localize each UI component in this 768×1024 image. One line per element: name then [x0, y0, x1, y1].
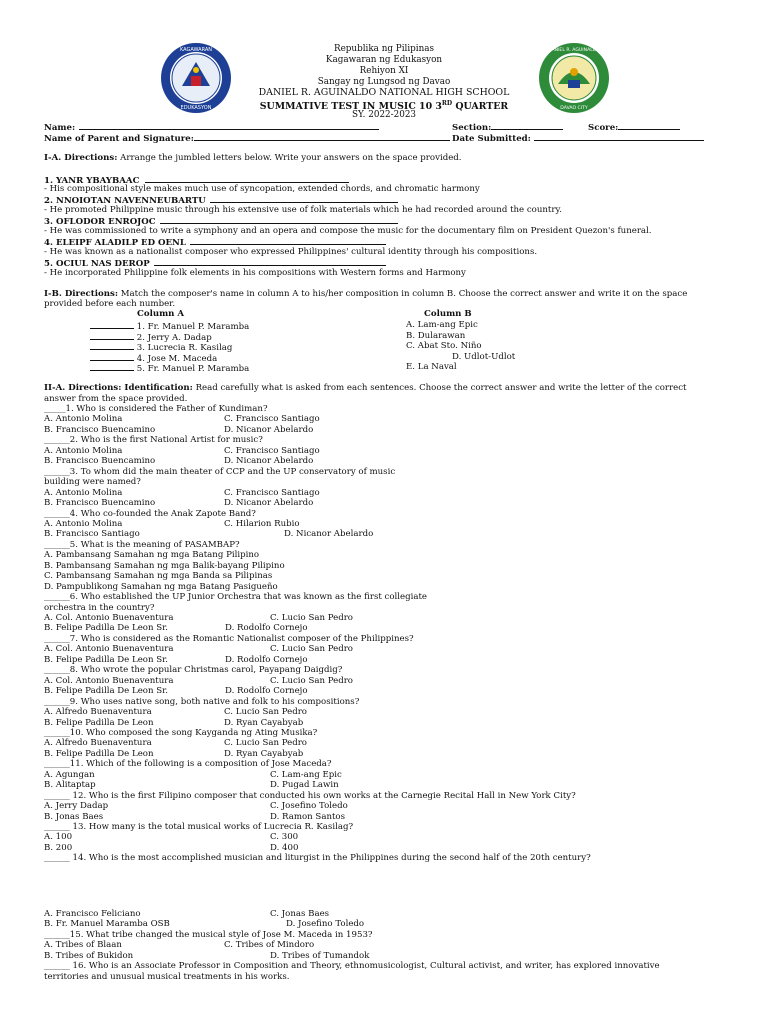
match-composer-1: 1. Fr. Manuel P. Maramba: [136, 322, 250, 332]
column-b-header: Column B: [424, 309, 472, 319]
jumble-desc-5: - He incorporated Philippine folk elements in his compositions with Western forms and Harmony: [44, 268, 466, 278]
part-ib-directions: [44, 289, 687, 299]
question-text: ______ 12. Who is the first Filipino composer that conducted his own works at the Carnegie Recital Hall in New York City?: [44, 790, 576, 801]
school-name: DANIEL R. AGUINALDO NATIONAL HIGH SCHOOL: [258, 87, 510, 98]
svg-text:KAGAWARAN: KAGAWARAN: [179, 47, 213, 53]
question-line: A. Agungan: [44, 769, 95, 780]
jumble-question-4: 4. ELEIPF ALADILP ED OENL: [44, 238, 186, 248]
match-composer-2: 2. Jerry A. Dadap: [136, 333, 212, 343]
question-line: C. Pambansang Samahan ng mga Banda sa Pilipinas: [44, 571, 273, 582]
question-line: B. Francisco Buencamino: [44, 498, 156, 509]
question-line: B. Felipe Padilla De Leon Sr.: [44, 686, 169, 697]
part-ia-label: I-A. Directions:: [44, 153, 118, 163]
choice-option: D. Nicanor Abelardo: [224, 456, 314, 467]
question-text: ______11. Which of the following is a composition of Jose Maceda?: [44, 759, 332, 770]
question-line: A. Alfredo Buenaventura: [44, 738, 152, 749]
part-iia-directions: [44, 383, 687, 393]
name-blank[interactable]: [79, 121, 379, 130]
match-choice-a: A. Lam-ang Epic: [406, 320, 478, 330]
question-line: A. Col. Antonio Buenaventura: [44, 675, 174, 686]
match-choice-b: B. Dularawan: [406, 331, 466, 341]
choice-option: D. Ryan Cayabyab: [224, 748, 304, 759]
question-line: building were named?: [44, 477, 141, 488]
choice-option: D. Ryan Cayabyab: [224, 717, 304, 728]
jumble-question-5: 5. OCIUL NAS DEROP: [44, 259, 150, 269]
match-blank-1[interactable]: [90, 320, 134, 329]
question-line: orchestra in the country?: [44, 602, 155, 613]
part-ia-directions: [44, 153, 462, 163]
match-composer-4: 4. Jose M. Maceda: [136, 354, 218, 364]
question-text: ______6. Who established the UP Junior Orchestra that was known as the first collegiate: [44, 592, 428, 603]
question-text: ______15. What tribe changed the musical style of Jose M. Maceda in 1953?: [44, 929, 373, 940]
match-blank-2[interactable]: [90, 331, 134, 340]
question-text: ______9. Who uses native song, both native and folk to his compositions?: [44, 696, 360, 707]
jumble-answer-3[interactable]: [160, 215, 398, 224]
question-text: ______8. Who wrote the popular Christmas carol, Payapang Daigdig?: [44, 665, 343, 676]
match-item-5: [90, 362, 249, 374]
question-text: ______ 14. Who is the most accomplished musician and liturgist in the Philippines during the second half of the 20th century?: [44, 853, 591, 864]
test-title-main: SUMMATIVE TEST IN MUSIC 10 3: [259, 101, 442, 113]
question-text: ______7. Who is considered as the Romantic Nationalist composer of the Philippines?: [44, 633, 414, 644]
choice-option: C. Lucio San Pedro: [270, 613, 353, 623]
jumble-question-1: 1. YANR YBAYBAAC: [44, 176, 140, 186]
question-line: B. Fr. Manuel Maramba OSB: [44, 919, 170, 930]
question-line: B. Tribes of Bukidon: [44, 950, 134, 961]
choice-option: D. Rodolfo Cornejo: [225, 654, 308, 665]
question-line: B. Felipe Padilla De Leon Sr.: [44, 623, 169, 634]
jumble-answer-1[interactable]: [145, 174, 349, 183]
school-year: SY. 2022-2023: [351, 110, 417, 120]
question-text: ______4. Who co-founded the Anak Zapote Band?: [44, 508, 256, 519]
jumble-desc-3: - He was commissioned to write a symphony and an opera and compose the music for the documentary film on President Quezon's funeral.: [44, 226, 652, 236]
question-line: B. Francisco Buencamino: [44, 456, 156, 467]
part-ib-text: Match the composer's name in column A to his/her composition in column B. Choose the correct answer and write it on the space: [118, 289, 688, 299]
question-line: A. Antonio Molina: [44, 487, 123, 498]
jumble-desc-1: - His compositional style makes much use of syncopation, extended chords, and chromatic harmony: [44, 184, 480, 194]
parent-field[interactable]: [44, 132, 450, 144]
question-line: B. Alitaptap: [44, 780, 96, 791]
question-text: ______10. Who composed the song Kayganda ng Ating Musika?: [44, 727, 318, 738]
choice-option: D. Rodolfo Cornejo: [225, 686, 308, 697]
part-ia-text: Arrange the jumbled letters below. Write your answers on the space provided.: [117, 153, 462, 163]
question-line: A. Alfredo Buenaventura: [44, 707, 152, 718]
choice-option: D. Nicanor Abelardo: [224, 424, 314, 435]
header-division: Sangay ng Lungsod ng Davao: [317, 77, 451, 87]
question-text: ______ 13. How many is the total musical works of Lucrecia R. Kasilag?: [44, 822, 354, 832]
name-label: Name:: [44, 123, 76, 133]
section-label: Section:: [452, 123, 492, 133]
choice-option: D. 400: [270, 842, 299, 853]
match-choice-d: D. Udlot-Udlot: [452, 352, 516, 362]
jumble-answer-2[interactable]: [210, 194, 398, 203]
part-iia-text: Read carefully what is asked from each sentences. Choose the correct answer and write the letter of the correct: [192, 383, 687, 393]
choice-option: C. Lucio San Pedro: [270, 675, 353, 686]
date-field[interactable]: [452, 132, 704, 144]
question-line: A. Col. Antonio Buenaventura: [44, 613, 174, 623]
question-text: ______ 16. Who is an Associate Professor in Composition and Theory, ethnomusicologist, Cultural activist, and writer, has explored innovative: [44, 961, 660, 972]
test-title-quarter: QUARTER: [452, 101, 509, 113]
score-blank[interactable]: [618, 121, 680, 130]
question-text: ______2. Who is the first National Artist for music?: [44, 435, 263, 446]
jumble-desc-2: - He promoted Philippine music through his extensive use of folk materials which he had recorded around the country.: [44, 205, 562, 215]
column-a-header: Column A: [137, 309, 185, 319]
choice-option: C. Lucio San Pedro: [224, 707, 307, 718]
choice-option: D. Nicanor Abelardo: [284, 529, 374, 540]
jumble-desc-4: - He was known as a nationalist composer who expressed Philippines' cultural identity through his compositions.: [44, 247, 538, 257]
choice-option: C. Francisco Santiago: [224, 445, 320, 456]
match-blank-3[interactable]: [90, 341, 134, 350]
question-line: A. Antonio Molina: [44, 414, 123, 425]
question-line: A. Jerry Dadap: [44, 801, 109, 812]
choice-option: C. 300: [270, 832, 299, 843]
question-line: B. Jonas Baes: [44, 811, 104, 822]
question-text: ______5. What is the meaning of PASAMBAP?: [44, 539, 240, 550]
part-ib-text-2: provided before each number.: [44, 299, 176, 309]
question-line: B. Felipe Padilla De Leon: [44, 748, 154, 759]
question-line: A. 100: [44, 832, 73, 843]
match-blank-4[interactable]: [90, 352, 134, 361]
question-line: B. Francisco Buencamino: [44, 424, 156, 435]
question-line: D. Pampublikong Samahan ng mga Batang Pasigueño: [44, 581, 278, 592]
question-line: B. Francisco Santiago: [44, 529, 140, 540]
question-line: B. Felipe Padilla De Leon Sr.: [44, 654, 169, 665]
choice-option: D. Tribes of Tumandok: [270, 950, 370, 961]
choice-option: C. Lam-ang Epic: [270, 769, 342, 780]
jumble-question-2: 2. NNOIOTAN NAVENNEUBARTU: [44, 196, 206, 206]
match-composer-3: 3. Lucrecia R. Kasilag: [136, 343, 233, 353]
header-republic: Republika ng Pilipinas: [333, 44, 435, 54]
question-line: A. Francisco Feliciano: [44, 908, 141, 919]
choice-option: C. Francisco Santiago: [224, 487, 320, 498]
question-line: A. Tribes of Blaan: [44, 940, 122, 951]
part-ib-label: I-B. Directions:: [44, 289, 119, 299]
choice-option: D. Josefino Toledo: [286, 919, 365, 930]
parent-label: Name of Parent and Signature:: [44, 134, 194, 144]
date-label: Date Submitted:: [452, 134, 531, 144]
jumble-answer-4[interactable]: [190, 236, 386, 245]
choice-option: C. Francisco Santiago: [224, 414, 320, 425]
choice-option: C. Josefino Toledo: [270, 801, 348, 812]
match-composer-5: 5. Fr. Manuel P. Maramba: [136, 364, 250, 374]
question-text: ______3. To whom did the main theater of CCP and the UP conservatory of music: [44, 466, 396, 477]
choice-option: D. Pugad Lawin: [270, 780, 339, 791]
match-blank-5[interactable]: [90, 362, 134, 371]
question-line: A. Pambansang Samahan ng mga Batang Pilipino: [44, 550, 260, 561]
jumble-question-3: 3. OFLODOR ENROJOC: [44, 217, 156, 227]
question-line: B. Pambansang Samahan ng mga Balik-bayang Pilipino: [44, 560, 285, 571]
choice-option: D. Nicanor Abelardo: [224, 498, 314, 509]
choice-option: C. Lucio San Pedro: [270, 644, 353, 655]
match-choice-e: E. La Naval: [406, 362, 457, 372]
svg-text:EDUKASYON: EDUKASYON: [180, 105, 212, 111]
svg-text:DANIEL R. AGUINALDO: DANIEL R. AGUINALDO: [548, 48, 600, 53]
header-region: Rehiyon XI: [359, 66, 409, 76]
jumble-answer-5[interactable]: [154, 257, 386, 266]
svg-text:DAVAO CITY: DAVAO CITY: [560, 106, 588, 111]
test-title-sup: RD: [441, 100, 453, 107]
date-blank[interactable]: [534, 132, 704, 141]
question-line: A. Col. Antonio Buenaventura: [44, 644, 174, 655]
choice-option: D. Ramon Santos: [270, 811, 346, 822]
question-line: A. Antonio Molina: [44, 445, 123, 456]
score-label: Score:: [588, 123, 619, 133]
part-iia-label: II-A. Directions: Identification:: [44, 383, 193, 393]
choice-option: C. Jonas Baes: [270, 908, 330, 919]
parent-blank[interactable]: [194, 132, 450, 141]
match-choice-c: C. Abat Sto. Niño: [406, 341, 482, 351]
choice-option: C. Hilarion Rubio: [224, 518, 300, 529]
choice-option: C. Lucio San Pedro: [224, 738, 307, 749]
question-text: _____1. Who is considered the Father of Kundiman?: [44, 404, 268, 414]
choice-option: D. Rodolfo Cornejo: [225, 623, 308, 634]
part-iia-text-2: answer from the space provided.: [44, 394, 188, 404]
question-line: B. 200: [44, 842, 73, 853]
question-line: territories and unusual musical treatments in his works.: [44, 971, 290, 982]
choice-option: C. Tribes of Mindoro: [224, 940, 315, 951]
question-line: A. Antonio Molina: [44, 518, 123, 529]
question-line: B. Felipe Padilla De Leon: [44, 717, 154, 728]
section-blank[interactable]: [491, 121, 563, 130]
header-department: Kagawaran ng Edukasyon: [325, 55, 443, 65]
